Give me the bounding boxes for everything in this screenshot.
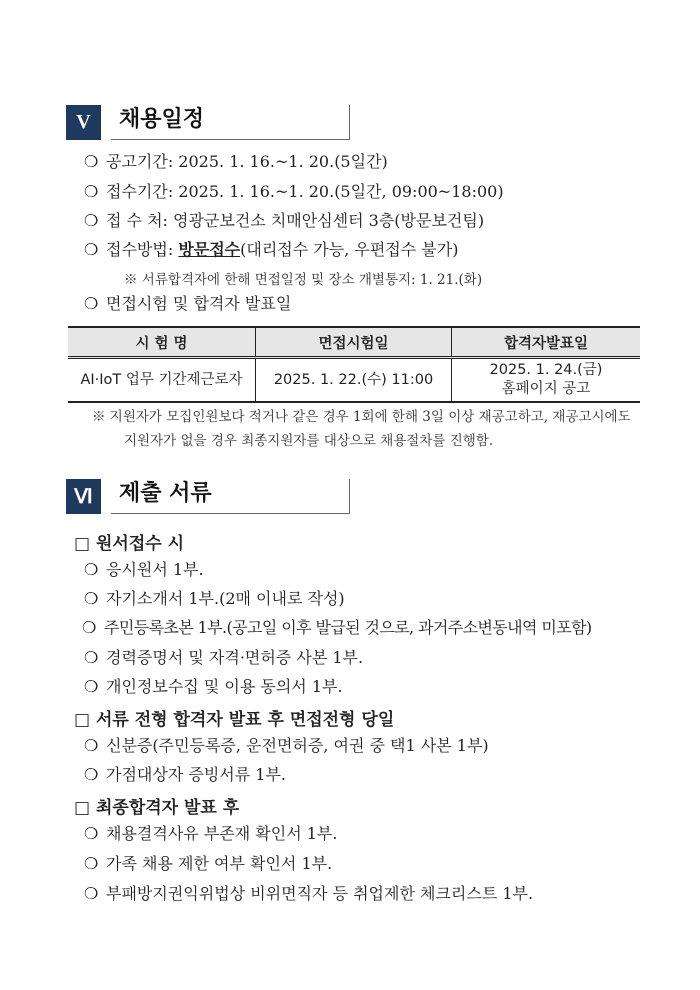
column-header: 합격자발표일	[452, 327, 641, 358]
list-item-method: ❍ 접수방법: 방문접수(대리접수 가능, 우편접수 불가)	[84, 240, 459, 259]
section-number-badge: Ⅵ	[66, 479, 101, 514]
list-item: ❍ 면접시험 및 합격자 발표일	[84, 294, 292, 313]
footnote: 지원자가 없을 경우 최종지원자를 대상으로 채용절차를 진행함.	[124, 433, 494, 449]
list-item: ❍ 접수기간: 2025. 1. 16.~1. 20.(5일간, 09:00~18:00)	[84, 182, 504, 201]
column-header: 시 험 명	[68, 327, 256, 358]
section-title: 채용일정	[111, 105, 350, 140]
list-item: ❍ 응시원서 1부.	[84, 560, 204, 579]
list-item: ❍ 주민등록초본 1부.(공고일 이후 발급된 것으로, 과거주소변동내역 미포함)	[82, 618, 592, 637]
group-title: □ 서류 전형 합격자 발표 후 면접전형 당일	[74, 710, 395, 730]
footnote: ※ 지원자가 모집인원보다 적거나 같은 경우 1회에 한해 3일 이상 재공고하고, 재공고시에도	[92, 409, 631, 425]
section-title: 제출 서류	[111, 479, 350, 514]
table-row	[68, 358, 640, 403]
list-item: ❍ 공고기간: 2025. 1. 16.~1. 20.(5일간)	[84, 152, 388, 171]
list-item: ❍ 부패방지권익위법상 비위면직자 등 취업제한 체크리스트 1부.	[84, 884, 534, 903]
column-header: 면접시험일	[256, 327, 452, 358]
notice-text: ※ 서류합격자에 한해 면접일정 및 장소 개별통지: 1. 21.(화)	[124, 272, 483, 288]
group-title: □ 최종합격자 발표 후	[74, 798, 240, 818]
cell-name: AI·IoT 업무 기간제근로자	[68, 358, 256, 403]
table-header-row	[68, 327, 640, 358]
section-number-badge: V	[66, 105, 101, 140]
list-item: ❍ 채용결격사유 부존재 확인서 1부.	[84, 824, 338, 843]
group-title: □ 원서접수 시	[74, 534, 185, 554]
list-item: ❍ 가점대상자 증빙서류 1부.	[84, 765, 286, 784]
cell-interview: 2025. 1. 22.(수) 11:00	[256, 358, 452, 403]
list-item: ❍ 경력증명서 및 자격·면허증 사본 1부.	[84, 648, 364, 667]
list-item: ❍ 접 수 처: 영광군보건소 치매안심센터 3층(방문보건팀)	[84, 211, 485, 230]
list-item: ❍ 가족 채용 제한 여부 확인서 1부.	[84, 854, 333, 873]
list-item: ❍ 개인정보수집 및 이용 동의서 1부.	[84, 677, 343, 696]
cell-announce: 2025. 1. 24.(금) 홈페이지 공고	[452, 358, 641, 403]
schedule-table	[68, 326, 640, 403]
list-item: ❍ 자기소개서 1부.(2매 이내로 작성)	[84, 589, 345, 608]
list-item: ❍ 신분증(주민등록증, 운전면허증, 여권 중 택1 사본 1부)	[84, 736, 489, 755]
